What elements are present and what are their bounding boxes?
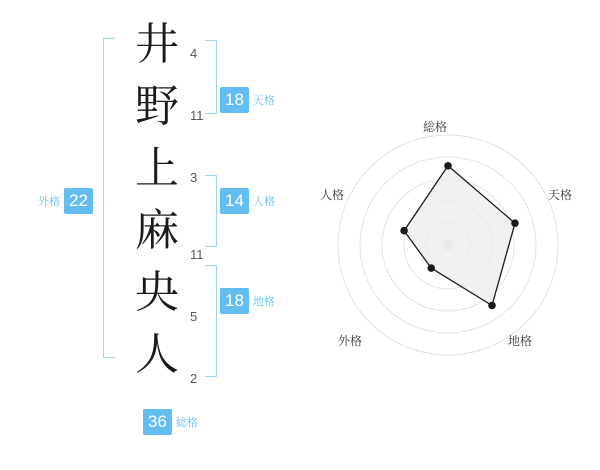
bracket-chikaku — [205, 265, 217, 377]
kanji-char-3: 上 — [135, 143, 179, 194]
radar-axis-label-soukaku: 総格 — [423, 120, 448, 134]
score-chikaku-value: 18 — [220, 288, 249, 314]
score-tenkaku-label: 天格 — [252, 94, 275, 107]
kanji-char-6: 人 — [135, 329, 179, 380]
bracket-jinkaku — [205, 175, 217, 247]
stroke-count-5: 5 — [190, 309, 198, 324]
score-soukaku-label: 総格 — [175, 416, 198, 429]
kanji-char-2: 野 — [135, 81, 179, 132]
bracket-tenkaku — [205, 40, 217, 114]
radar-axis-label-jinkaku: 人格 — [320, 188, 345, 202]
radar-chart — [320, 0, 600, 470]
radar-axis-label-tenkaku: 天格 — [548, 188, 573, 202]
stroke-count-3: 3 — [190, 170, 198, 185]
radar-axis-label-gaikaku: 外格 — [338, 334, 363, 348]
score-gaikaku — [38, 188, 93, 214]
stroke-count-2: 11 — [190, 108, 204, 123]
score-tenkaku-value: 18 — [220, 87, 249, 113]
stroke-count-1: 4 — [190, 46, 198, 61]
score-chikaku — [220, 288, 275, 314]
score-soukaku-value: 36 — [143, 409, 172, 435]
bracket-gaikaku — [103, 38, 115, 358]
kanji-column — [126, 14, 188, 386]
kanji-char-1: 井 — [135, 19, 179, 70]
score-gaikaku-label: 外格 — [38, 195, 60, 208]
radar-axis-label-chikaku: 地格 — [508, 334, 533, 348]
score-chikaku-label: 地格 — [252, 295, 275, 308]
radar-chart-panel — [320, 0, 600, 470]
kanji-char-5: 央 — [135, 267, 179, 318]
score-tenkaku — [220, 87, 275, 113]
score-soukaku — [143, 409, 198, 435]
score-jinkaku-value: 14 — [220, 188, 249, 214]
kanji-char-4: 麻 — [135, 205, 179, 256]
score-jinkaku-label: 人格 — [252, 195, 275, 208]
score-gaikaku-value: 22 — [64, 188, 93, 214]
stroke-count-6: 2 — [190, 371, 198, 386]
score-jinkaku — [220, 188, 275, 214]
stroke-count-4: 11 — [190, 247, 204, 262]
